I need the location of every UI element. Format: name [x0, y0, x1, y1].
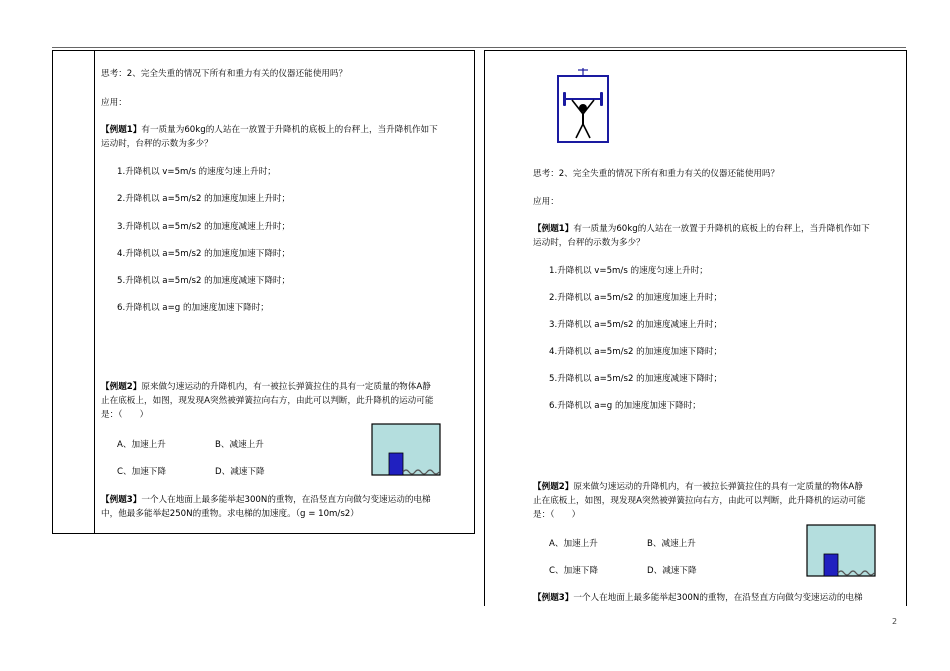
elevator-weightlifter-diagram	[557, 68, 609, 143]
example1-item-5: 5.升降机以 a=5m/s2 的加速度减速下降时；	[549, 374, 723, 384]
example1-item-2: 2.升降机以 a=5m/s2 的加速度加速上升时；	[549, 293, 723, 303]
example3-line1	[533, 592, 863, 604]
apply-label: 应用：	[101, 98, 127, 108]
example3-title: 【例题3】	[101, 495, 142, 505]
example1-item-4: 4.升降机以 a=5m/s2 的加速度加速下降时；	[117, 249, 291, 259]
example3-text: 一个人在地面上最多能举起300N的重物，在沿竖直方向做匀变速运动的电梯	[573, 593, 863, 603]
example3-title: 【例题3】	[533, 593, 574, 603]
example2-line3: 是：（ ）	[533, 510, 581, 520]
example1-line1	[533, 223, 870, 235]
option-c: C、加速下降	[117, 467, 166, 477]
example2-line2: 止在底板上，如图，现发现A突然被弹簧拉向右方，由此可以判断，此升降机的运动可能	[533, 496, 866, 506]
elevator-spring-diagram	[806, 524, 878, 578]
example2-text: 原来做匀速运动的升降机内，有一被拉长弹簧拉住的具有一定质量的物体A静	[141, 382, 431, 392]
example2-line3: 是：（ ）	[101, 410, 149, 420]
right-table-cell	[484, 50, 907, 606]
example1-text: 有一质量为60kg的人站在一放置于升降机的底板上的台秤上，当升降机作如下	[141, 125, 438, 135]
option-b: B、减速上升	[215, 440, 264, 450]
example1-line2: 运动时，台秤的示数为多少？	[533, 238, 645, 248]
think-question: 思考：2、完全失重的情况下所有和重力有关的仪器还能使用吗？	[101, 69, 348, 79]
example1-item-3: 3.升降机以 a=5m/s2 的加速度减速上升时；	[117, 222, 291, 232]
elevator-spring-diagram	[371, 423, 443, 477]
option-d: D、减速下降	[215, 467, 265, 477]
header-rule	[52, 47, 906, 48]
think-question: 思考：2、完全失重的情况下所有和重力有关的仪器还能使用吗？	[533, 169, 780, 179]
option-b: B、减速上升	[647, 539, 696, 549]
example2-line2: 止在底板上，如图，现发现A突然被弹簧拉向右方，由此可以判断，此升降机的运动可能	[101, 396, 434, 406]
example1-title: 【例题1】	[533, 224, 574, 234]
example2-title: 【例题2】	[101, 382, 142, 392]
block-a	[824, 554, 838, 576]
example3-line1	[101, 494, 431, 506]
example1-title: 【例题1】	[101, 125, 142, 135]
option-d: D、减速下降	[647, 566, 697, 576]
example1-item-1: 1.升降机以 v=5m/s 的速度匀速上升时；	[117, 167, 276, 177]
example1-item-6: 6.升降机以 a=g 的加速度加速下降时；	[549, 401, 701, 411]
example1-text: 有一质量为60kg的人站在一放置于升降机的底板上的台秤上，当升降机作如下	[573, 224, 870, 234]
block-a	[389, 453, 403, 475]
option-a: A、加速上升	[117, 440, 166, 450]
example1-line2: 运动时，台秤的示数为多少？	[101, 139, 213, 149]
page-number: 2	[892, 617, 898, 626]
example3-line2: 中，他最多能举起250N的重物。求电梯的加速度。（g = 10m/s2）	[101, 509, 359, 519]
example2-text: 原来做匀速运动的升降机内，有一被拉长弹簧拉住的具有一定质量的物体A静	[573, 482, 863, 492]
example1-item-1: 1.升降机以 v=5m/s 的速度匀速上升时；	[549, 266, 708, 276]
example3-text: 一个人在地面上最多能举起300N的重物，在沿竖直方向做匀变速运动的电梯	[141, 495, 431, 505]
left-table-cell	[52, 50, 475, 534]
example2-line1	[533, 481, 863, 493]
example1-item-2: 2.升降机以 a=5m/s2 的加速度加速上升时；	[117, 194, 291, 204]
example1-item-3: 3.升降机以 a=5m/s2 的加速度减速上升时；	[549, 320, 723, 330]
option-c: C、加速下降	[549, 566, 598, 576]
apply-label: 应用：	[533, 197, 559, 207]
example1-item-6: 6.升降机以 a=g 的加速度加速下降时；	[117, 303, 269, 313]
example1-line1	[101, 124, 438, 136]
example2-line1	[101, 381, 431, 393]
example1-item-4: 4.升降机以 a=5m/s2 的加速度加速下降时；	[549, 347, 723, 357]
left-margin-column	[53, 51, 95, 533]
option-a: A、加速上升	[549, 539, 598, 549]
example1-item-5: 5.升降机以 a=5m/s2 的加速度减速下降时；	[117, 276, 291, 286]
example2-title: 【例题2】	[533, 482, 574, 492]
